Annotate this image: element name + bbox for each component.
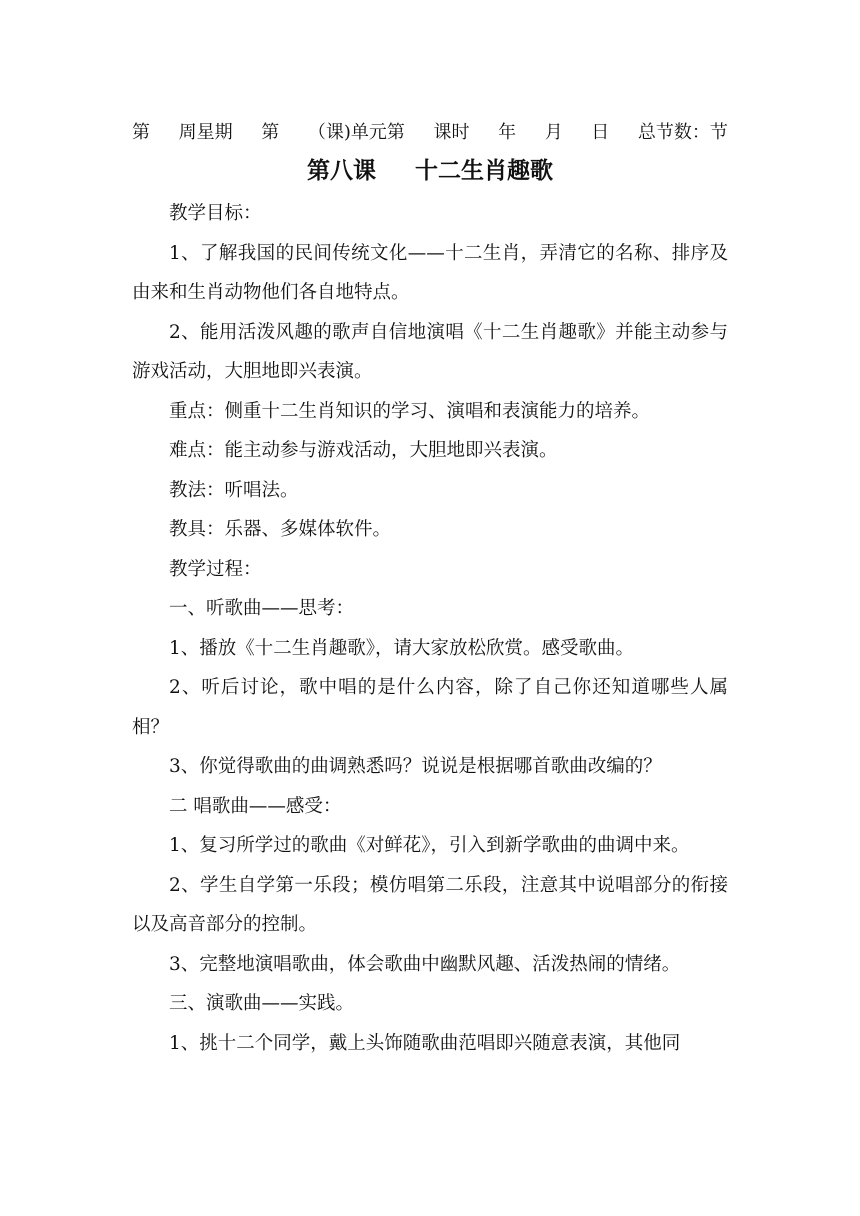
paragraph-difficulty: 难点：能主动参与游戏活动，大胆地即兴表演。 bbox=[169, 440, 558, 461]
header-weekday-label: 周星期 bbox=[178, 122, 233, 143]
document-body bbox=[132, 194, 728, 1063]
header-total-sections-label: 总节数：节 bbox=[637, 122, 728, 143]
paragraph-process-heading: 教学过程： bbox=[169, 558, 262, 580]
header-week-label: 第 bbox=[132, 122, 150, 143]
paragraph-section-2-step-1: 1、复习所学过的歌曲《对鲜花》，引入到新学歌曲的曲调中来。 bbox=[169, 835, 690, 856]
header-month-label: 月 bbox=[544, 122, 563, 143]
lesson-header-line bbox=[132, 118, 728, 144]
paragraph-section-3-heading: 三、演歌曲——实践。 bbox=[169, 993, 355, 1014]
paragraph-section-2-step-3: 3、完整地演唱歌曲，体会歌曲中幽默风趣、活泼热闹的情绪。 bbox=[169, 953, 681, 975]
paragraph-section-2-heading: 二 唱歌曲——感受： bbox=[169, 795, 342, 817]
paragraph-section-3-step-1: 1、挑十二个同学，戴上头饰随歌曲范唱即兴随意表演，其他同 bbox=[169, 1032, 681, 1054]
header-period-label: 课时 bbox=[433, 122, 470, 143]
header-unit-label: （课)单元第 bbox=[307, 122, 405, 143]
paragraph-key-point: 重点：侧重十二生肖知识的学习、演唱和表演能力的培养。 bbox=[169, 400, 651, 422]
paragraph-section-1-heading: 一、听歌曲——思考： bbox=[169, 598, 355, 619]
paragraph-section-1-step-1: 1、播放《十二生肖趣歌》，请大家放松欣赏。感受歌曲。 bbox=[169, 637, 635, 659]
header-lesson-label: 第 bbox=[261, 122, 280, 143]
paragraph-section-1-step-3: 3、你觉得歌曲的曲调熟悉吗？说说是根据哪首歌曲改编的？ bbox=[169, 756, 662, 777]
header-day-label: 日 bbox=[591, 122, 610, 143]
paragraph-objective-1: 1、了解我国的民间传统文化——十二生肖，弄清它的名称、排序及由来和生肖动物他们各自地特点。 bbox=[132, 242, 728, 303]
paragraph-tools: 教具：乐器、多媒体软件。 bbox=[169, 519, 392, 540]
page-title: 第八课 十二生肖趣歌 bbox=[306, 158, 553, 184]
paragraph-section-2-step-2: 2、学生自学第一乐段；模仿唱第二乐段，注意其中说唱部分的衔接以及高音部分的控制。 bbox=[132, 874, 728, 935]
paragraph-objectives-heading: 教学目标： bbox=[169, 203, 262, 224]
paragraph-objective-2: 2、能用活泼风趣的歌声自信地演唱《十二生肖趣歌》并能主动参与游戏活动，大胆地即兴表演。 bbox=[132, 321, 728, 382]
paragraph-section-1-step-2: 2、听后讨论，歌中唱的是什么内容，除了自己你还知道哪些人属相？ bbox=[132, 677, 728, 738]
header-year-label: 年 bbox=[498, 122, 517, 143]
paragraph-method: 教法：听唱法。 bbox=[169, 479, 299, 501]
